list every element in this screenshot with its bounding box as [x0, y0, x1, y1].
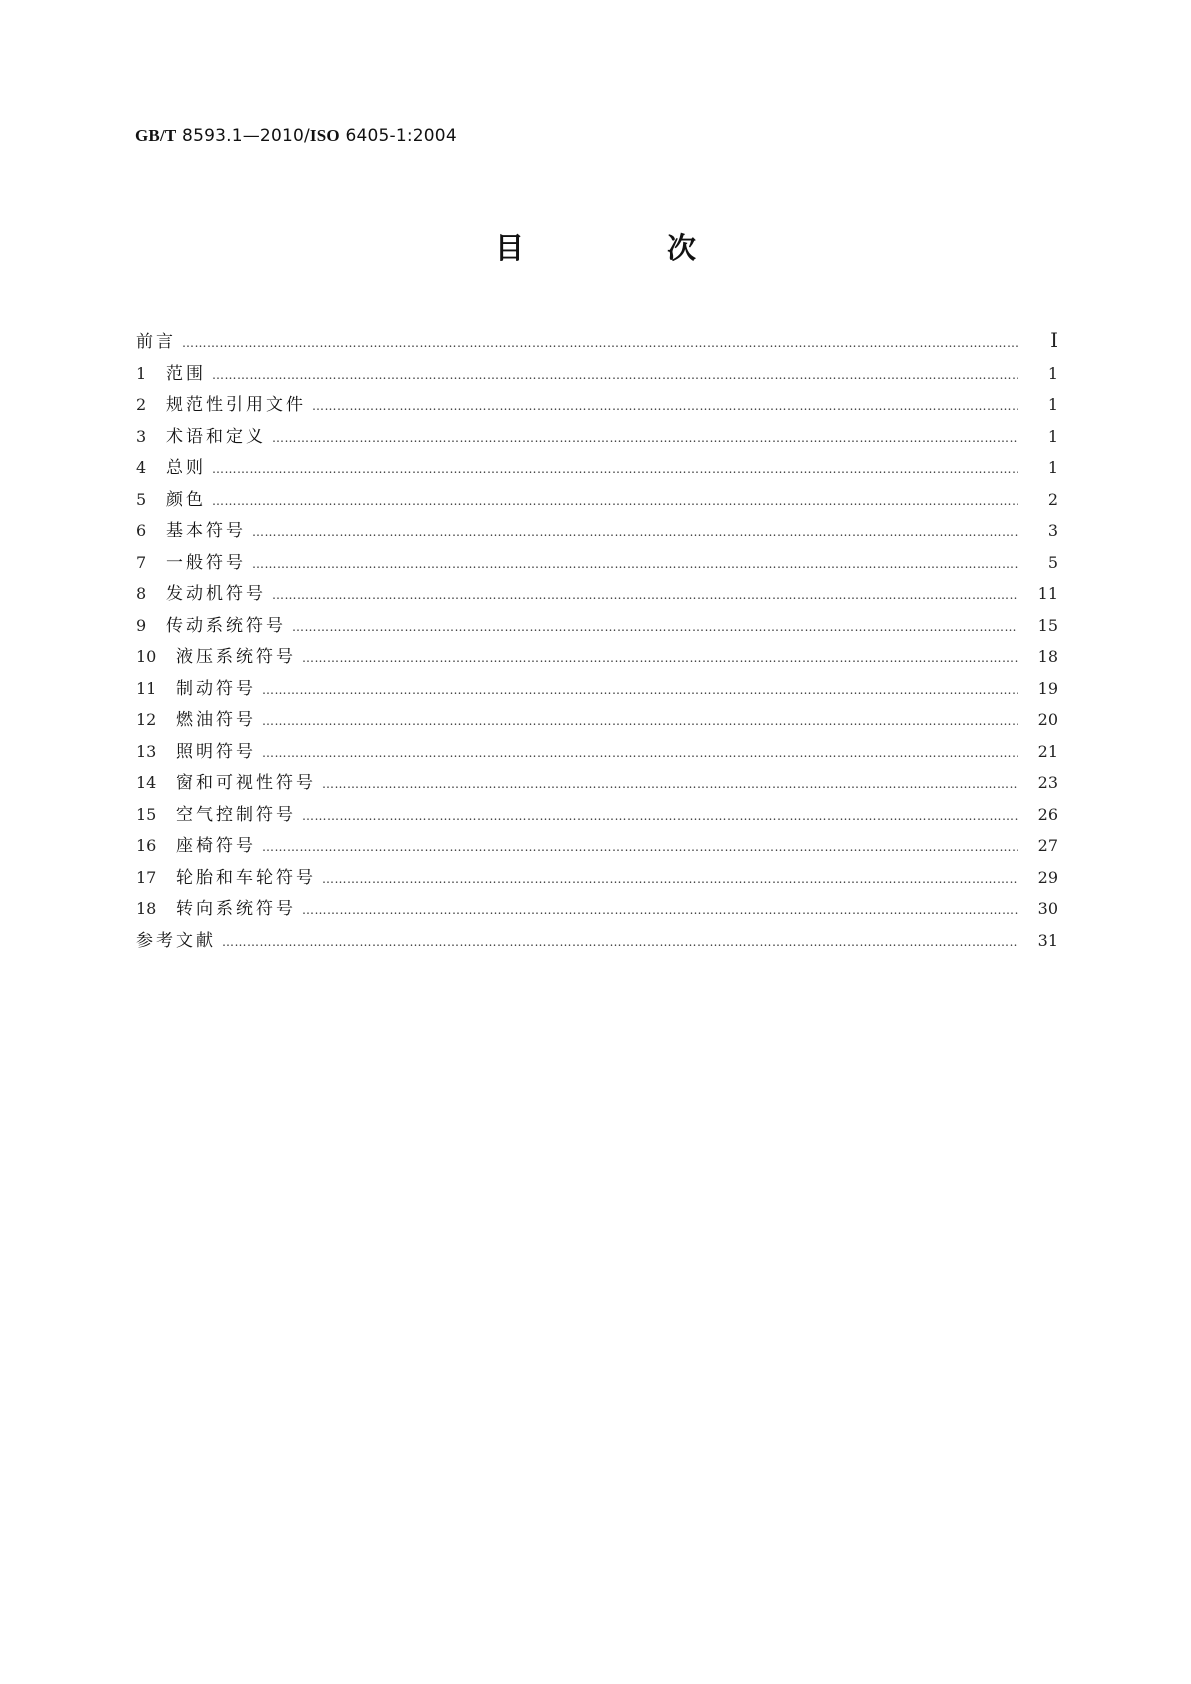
toc-entry-title: 传动系统符号 [166, 615, 286, 636]
toc-entry[interactable] [136, 800, 1058, 832]
toc-entry[interactable] [136, 863, 1058, 895]
dot-leader [302, 651, 1018, 665]
table-of-contents [136, 327, 1058, 957]
toc-entry-page: 18 [1037, 647, 1058, 666]
toc-entry[interactable] [136, 485, 1058, 517]
standard-prefix: GB/T [135, 126, 177, 145]
toc-entry-number: 18 [136, 899, 157, 918]
toc-entry-page: 5 [1047, 552, 1058, 572]
toc-entry-title: 燃油符号 [176, 710, 256, 730]
toc-entry-title: 轮胎和车轮符号 [176, 867, 316, 888]
toc-entry[interactable] [136, 327, 1058, 359]
dot-leader [212, 368, 1018, 382]
toc-entry-page: 29 [1037, 867, 1058, 887]
toc-entry[interactable] [136, 768, 1058, 800]
dot-leader [212, 494, 1018, 508]
toc-entry-title: 范围 [166, 363, 206, 384]
dot-leader [262, 683, 1018, 697]
toc-entry-title: 基本符号 [166, 521, 246, 541]
toc-entry-number: 4 [136, 458, 147, 477]
toc-entry-title: 术语和定义 [166, 426, 266, 447]
toc-entry-title: 窗和可视性符号 [176, 773, 316, 793]
toc-entry-page: 21 [1037, 741, 1058, 761]
dot-leader [302, 903, 1018, 917]
toc-entry-number: 10 [136, 647, 157, 666]
toc-entry-number: 5 [136, 489, 147, 509]
dot-leader [262, 746, 1018, 760]
standard-number-header [135, 126, 457, 146]
toc-entry[interactable] [136, 894, 1058, 926]
toc-entry[interactable] [136, 359, 1058, 391]
toc-entry-page: 15 [1037, 615, 1058, 635]
toc-entry[interactable] [136, 642, 1058, 674]
toc-entry-page: 27 [1037, 836, 1058, 855]
toc-entry-title: 规范性引用文件 [166, 395, 306, 415]
toc-entry[interactable] [136, 674, 1058, 706]
toc-entry[interactable] [136, 579, 1058, 611]
dot-leader [312, 399, 1018, 413]
toc-entry[interactable] [136, 737, 1058, 769]
toc-entry-number: 8 [136, 584, 147, 603]
toc-entry-number: 3 [136, 426, 147, 446]
dot-leader [182, 336, 1018, 350]
toc-entry-number: 1 [136, 363, 147, 383]
toc-entry-number: 14 [136, 773, 157, 792]
toc-entry-title: 总则 [166, 458, 206, 478]
toc-entry-title: 照明符号 [176, 741, 256, 762]
toc-entry-page: 30 [1037, 899, 1058, 918]
toc-entry-number: 15 [136, 804, 157, 824]
toc-entry[interactable] [136, 705, 1058, 737]
toc-entry[interactable] [136, 422, 1058, 454]
toc-entry-page: 19 [1037, 678, 1058, 698]
toc-entry-title: 液压系统符号 [176, 647, 296, 667]
toc-entry-page: 11 [1037, 584, 1058, 603]
toc-entry-title: 一般符号 [166, 552, 246, 573]
dot-leader [322, 777, 1018, 791]
toc-entry-title: 转向系统符号 [176, 899, 296, 919]
toc-entry-page: 23 [1037, 773, 1058, 792]
dot-leader [252, 525, 1018, 539]
toc-entry[interactable] [136, 453, 1058, 485]
toc-entry-number: 2 [136, 395, 147, 414]
iso-prefix: ISO [309, 126, 340, 145]
page-title: 目 次 [494, 231, 753, 265]
toc-entry-title: 颜色 [166, 489, 206, 510]
toc-entry[interactable] [136, 390, 1058, 422]
toc-entry-number: 7 [136, 552, 147, 572]
toc-entry-page: 1 [1047, 426, 1058, 446]
dot-leader [262, 714, 1018, 728]
dot-leader [222, 935, 1018, 949]
toc-entry-page: 1 [1047, 363, 1058, 383]
toc-entry-number: 17 [136, 867, 157, 887]
dot-leader [252, 557, 1018, 571]
dot-leader [272, 431, 1018, 445]
toc-entry-number: 6 [136, 521, 147, 540]
toc-entry-page: 1 [1047, 458, 1058, 477]
toc-entry[interactable] [136, 926, 1058, 958]
toc-entry-number: 11 [136, 678, 157, 698]
toc-entry-title: 空气控制符号 [176, 804, 296, 825]
toc-entry-title: 座椅符号 [176, 836, 256, 856]
toc-entry-page: 3 [1047, 521, 1058, 540]
toc-entry-number: 12 [136, 710, 157, 729]
toc-entry-title: 参考文献 [136, 930, 216, 951]
toc-entry-number: 9 [136, 615, 147, 635]
toc-entry-page: 20 [1037, 710, 1058, 729]
iso-code: 6405-1:2004 [345, 126, 457, 146]
dot-leader [262, 840, 1018, 854]
dot-leader [292, 620, 1018, 634]
dot-leader [212, 462, 1018, 476]
toc-entry-page: Ⅰ [1050, 330, 1058, 352]
toc-entry-title: 前言 [136, 332, 176, 352]
toc-entry-title: 制动符号 [176, 678, 256, 699]
toc-entry-page: 31 [1037, 930, 1058, 950]
toc-entry[interactable] [136, 516, 1058, 548]
toc-entry[interactable] [136, 611, 1058, 643]
dot-leader [272, 588, 1018, 602]
toc-entry-page: 1 [1047, 395, 1058, 414]
dot-leader [302, 809, 1018, 823]
toc-entry-title: 发动机符号 [166, 584, 266, 604]
toc-entry[interactable] [136, 831, 1058, 863]
standard-code: 8593.1—2010/ [182, 126, 310, 146]
toc-entry-number: 13 [136, 741, 157, 761]
dot-leader [322, 872, 1018, 886]
toc-entry-page: 26 [1037, 804, 1058, 824]
toc-entry[interactable] [136, 548, 1058, 580]
toc-entry-number: 16 [136, 836, 157, 855]
toc-entry-page: 2 [1047, 489, 1058, 509]
